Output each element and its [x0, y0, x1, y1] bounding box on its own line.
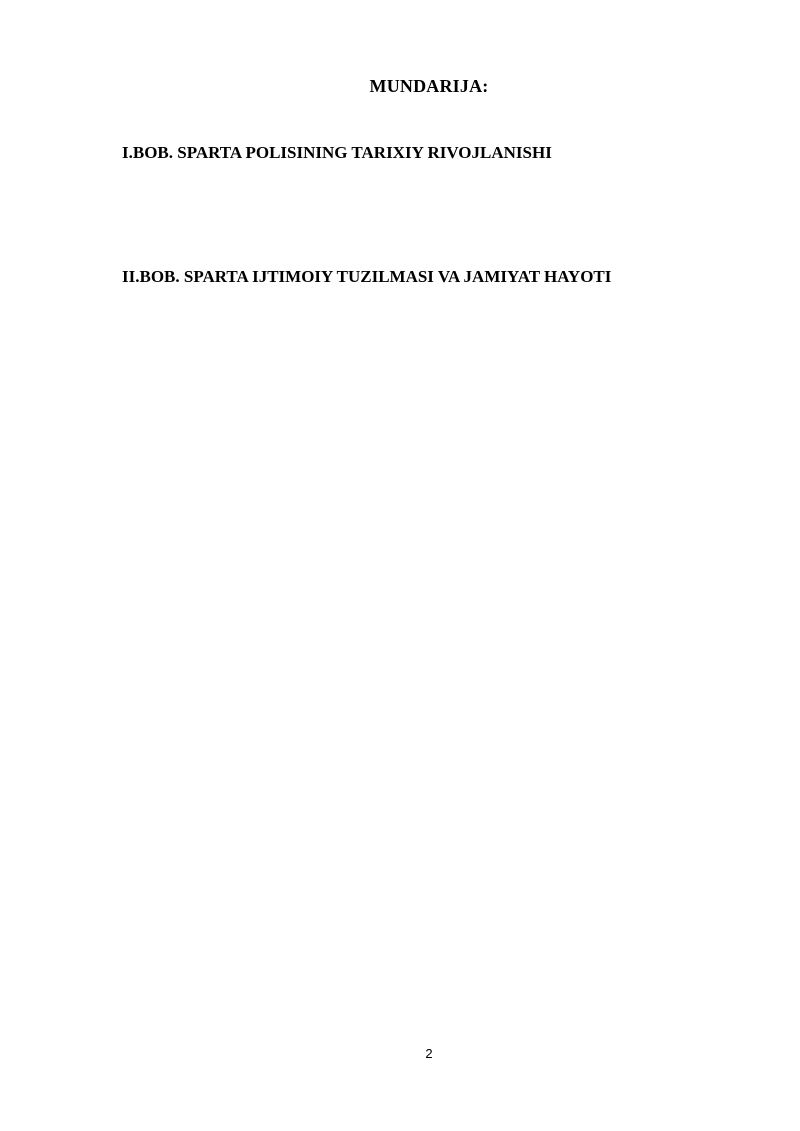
chapter-1-heading: I.BOB. SPARTA POLISINING TARIXIY RIVOJLANISHI: [122, 143, 552, 162]
chapter-2-heading: II.BOB. SPARTA IJTIMOIY TUZILMASI VA JAMIYAT HAYOTI: [122, 267, 612, 286]
page-number: 2: [425, 1046, 433, 1061]
toc-title: MUNDARIJA:: [369, 76, 489, 96]
